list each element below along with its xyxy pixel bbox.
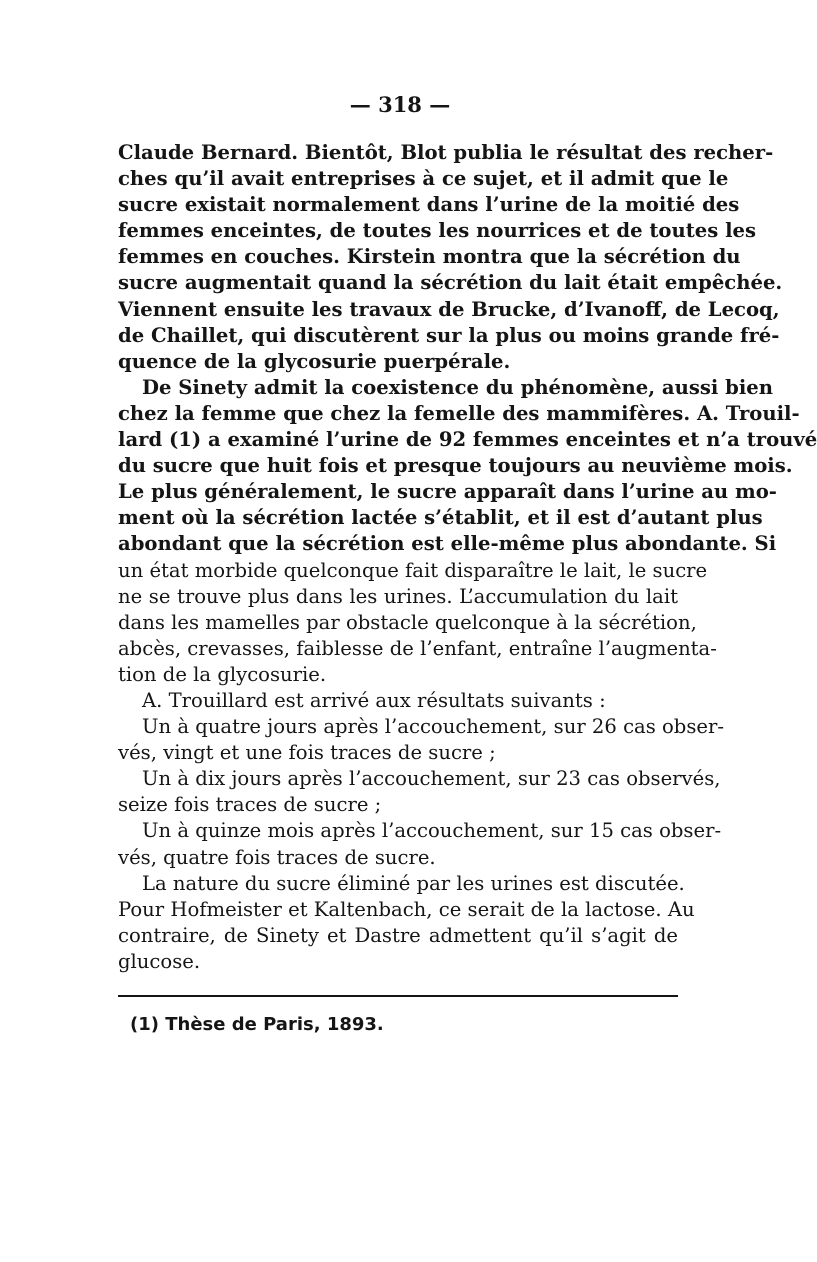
text-line: Un à quatre jours après l’accouchement, sur 26 cas obser- (142, 715, 724, 739)
text-line: chez la femme que chez la femelle des mammifères. A. Trouil- (118, 401, 800, 425)
text-line: quence de la glycosurie puerpérale. (118, 349, 511, 373)
text-line: ment où la sécrétion lactée s’établit, et il est d’autant plus (118, 506, 763, 530)
text-line: Un à quinze mois après l’accouchement, sur 15 cas obser- (142, 819, 722, 843)
text-line: tion de la glycosurie. (118, 662, 327, 686)
text-line: A. Trouillard est arrivé aux résultats suivants : (142, 688, 606, 712)
text-line: Claude Bernard. Bientôt, Blot publia le résultat des recher- (118, 141, 774, 164)
text-line: ches qu’il avait entreprises à ce sujet, et il admit que le (118, 167, 729, 191)
text-line: du sucre que huit fois et presque toujours au neuvième mois. (118, 454, 793, 478)
text-line: Un à dix jours après l’accouchement, sur 23 cas observés, (142, 767, 721, 791)
text-line: La nature du sucre éliminé par les urines est discutée. (142, 871, 685, 895)
text-line: femmes en couches. Kirstein montra que la sécrétion du (118, 245, 741, 269)
text-line: sucre existait normalement dans l’urine de la moitié des (118, 193, 740, 217)
text-line: Le plus généralement, le sucre apparaît dans l’urine au mo- (118, 480, 777, 504)
text-line: de Chaillet, qui discutèrent sur la plus ou moins grande fré- (118, 323, 780, 347)
text-line: Viennent ensuite les travaux de Brucke, d’Ivanoff, de Lecoq, (118, 297, 780, 321)
text-line: glucose. (118, 949, 201, 973)
text-line: femmes enceintes, de toutes les nourrices et de toutes les (118, 219, 757, 243)
text-line: contraire, de Sinety et Dastre admettent qu’il s’agit de (118, 923, 678, 947)
text-line: sucre augmentait quand la sécrétion du lait était empêchée. (118, 271, 783, 295)
body-text (118, 140, 817, 975)
page-number: — 318 — (349, 92, 451, 117)
text-line: vés, vingt et une fois traces de sucre ; (118, 741, 496, 765)
text-line: abcès, crevasses, faiblesse de l’enfant, entraîne l’augmenta- (118, 636, 717, 660)
text-line: ne se trouve plus dans les urines. L’accumulation du lait (118, 584, 678, 608)
text-line: un état morbide quelconque fait disparaître le lait, le sucre (118, 558, 708, 582)
text-line: seize fois traces de sucre ; (118, 793, 382, 817)
footnote-separator (118, 995, 678, 997)
text-line: vés, quatre fois traces de sucre. (118, 845, 436, 869)
text-line: dans les mamelles par obstacle quelconque à la sécrétion, (118, 610, 697, 634)
text-line: lard (1) a examiné l’urine de 92 femmes enceintes et n’a trouvé (118, 428, 817, 452)
text-line: abondant que la sécrétion est elle-même plus abondante. Si (118, 532, 777, 556)
text-line: De Sinety admit la coexistence du phénomène, aussi bien (142, 375, 774, 399)
footnote: (1) Thèse de Paris, 1893. (130, 1014, 384, 1035)
text-line: Pour Hofmeister et Kaltenbach, ce serait de la lactose. Au (118, 897, 695, 921)
